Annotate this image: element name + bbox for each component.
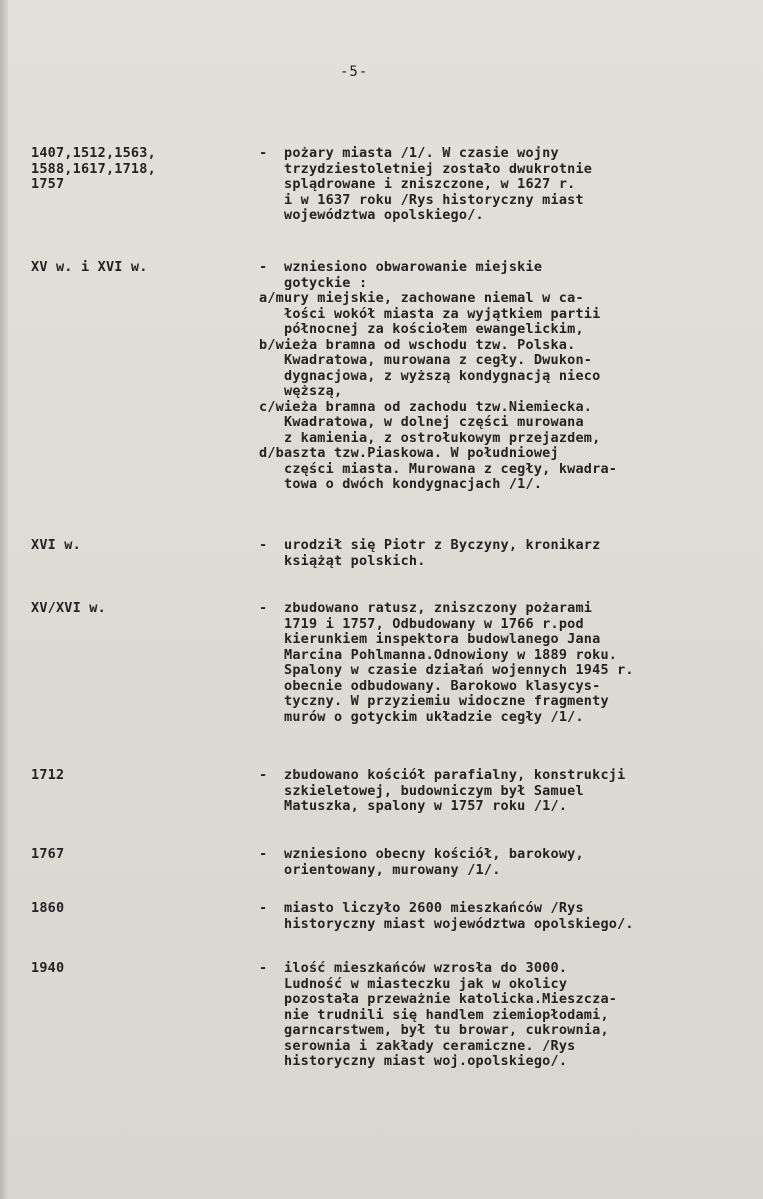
entry-text-line: historyczny miast woj.opolskiego/. [284,1053,568,1069]
entry-text-line: z kamienia, z ostrołukowym przejazdem, [284,429,601,446]
entry-description [284,601,744,725]
entry-text-line: pożary miasta /1/. W czasie wojny [284,145,559,161]
entry-text-line: Ludność w miasteczku jak w okolicy [284,975,568,992]
entry-date: XV w. i XVI w. [31,259,148,275]
entry-text-line: Kwadratowa, murowana z cegły. Dwukon- [284,352,593,368]
entry-text-line: wzniesiono obecny kościół, barokowy, [284,846,584,862]
entry-text-line: orientowany, murowany /1/. [284,861,501,878]
entry-text-line: województwa opolskiego/. [284,207,484,223]
entry-date: XVI w. [31,537,81,553]
entry-text-line: splądrowane i zniszczone, w 1627 r. [284,176,576,192]
entry-text-line: ilość mieszkańców wzrosła do 3000. [284,960,568,976]
entry-dash: - [259,767,268,783]
entry-date: 1767 [31,846,65,862]
entry-dash: - [259,600,268,616]
entry-dash: - [259,900,268,916]
entry-text-line: towa o dwóch kondygnacjach /1/. [284,476,543,492]
page-edge-shadow [0,0,8,1199]
entry-text-line: a/mury miejskie, zachowane niemal w ca- [259,290,584,306]
entry-text-line: tyczny. W przyziemiu widoczne fragmenty [284,693,609,709]
entry-text-line: dygnacjowa, z wyższą kondygnacją nieco [284,367,601,384]
entry-date: 1712 [31,767,65,783]
entry-dash: - [259,537,268,553]
entry-dash: - [259,259,268,275]
entry-text-line: zbudowano ratusz, zniszczony pożarami [284,600,593,616]
entry-text-line: urodził się Piotr z Byczyny, kronikarz [284,537,601,553]
entry-text-line: nie trudnili się handlem ziemiopłodami, [284,1006,609,1023]
entry-text-line: Matuszka, spalony w 1757 roku /1/. [284,798,568,814]
entry-text-line: miasto liczyło 2600 mieszkańców /Rys [284,900,584,916]
entry-text-line: trzydziestoletniej zostało dwukrotnie [284,160,593,177]
entry-description [284,961,744,1070]
entry-text-line: szkieletowej, budowniczym był Samuel [284,782,584,799]
entry-text-line: węższą, [284,383,343,399]
entry-description [284,847,744,878]
entry-text-line: wzniesiono obwarowanie miejskie [284,259,543,275]
entry-dash: - [259,145,268,161]
entry-date: 1407,1512,1563, 1588,1617,1718, 1757 [31,145,156,192]
entry-text-line: części miasta. Murowana z cegły, kwadra- [284,460,618,477]
entry-text-line: kierunkiem inspektora budowlanego Jana [284,631,601,647]
entry-description [284,146,744,224]
entry-text-line: zbudowano kościół parafialny, konstrukcji [284,767,626,783]
entry-dash: - [259,960,268,976]
entry-text-line: łości wokół miasta za wyjątkiem partii [284,305,601,322]
entry-text-line: Kwadratowa, w dolnej części murowana [284,414,584,430]
entry-text-line: Spalony w czasie działań wojennych 1945 r. [284,662,634,678]
entry-text-line: d/baszta tzw.Piaskowa. W południowej [259,445,559,461]
entry-date: 1860 [31,900,65,916]
entry-text-line: pozostała przeważnie katolicka.Mieszcza- [284,991,618,1007]
entry-description [284,768,744,815]
entry-text-line: b/wieża bramna od wschodu tzw. Polska. [259,336,576,353]
entry-text-line: północnej za kościołem ewangelickim, [284,321,584,337]
entry-dash: - [259,846,268,862]
entry-description [284,538,744,569]
entry-text-line: historyczny miast województwa opolskiego/. [284,915,634,932]
entry-description [284,901,744,932]
entry-text-line: murów o gotyckim układzie cegły /1/. [284,708,584,725]
entry-text-line: gotyckie : [284,274,368,291]
entry-date: 1940 [31,960,65,976]
entry-text-line: c/wieża bramna od zachodu tzw.Niemiecka. [259,398,593,415]
entry-date: XV/XVI w. [31,600,106,616]
entry-text-line: garncarstwem, był tu browar, cukrownia, [284,1022,609,1038]
entry-text-line: książąt polskich. [284,552,426,569]
entry-text-line: serownia i zakłady ceramiczne. /Rys [284,1037,576,1054]
entry-text-line: i w 1637 roku /Rys historyczny miast [284,191,584,208]
entry-text-line: 1719 i 1757, Odbudowany w 1766 r.pod [284,615,584,632]
entry-description [259,259,744,493]
entry-text-line: Marcina Pohlmanna.Odnowiony w 1889 roku. [284,646,618,663]
page-number: -5- [340,64,369,80]
entry-text-line: obecnie odbudowany. Barokowo klasycys- [284,677,601,694]
